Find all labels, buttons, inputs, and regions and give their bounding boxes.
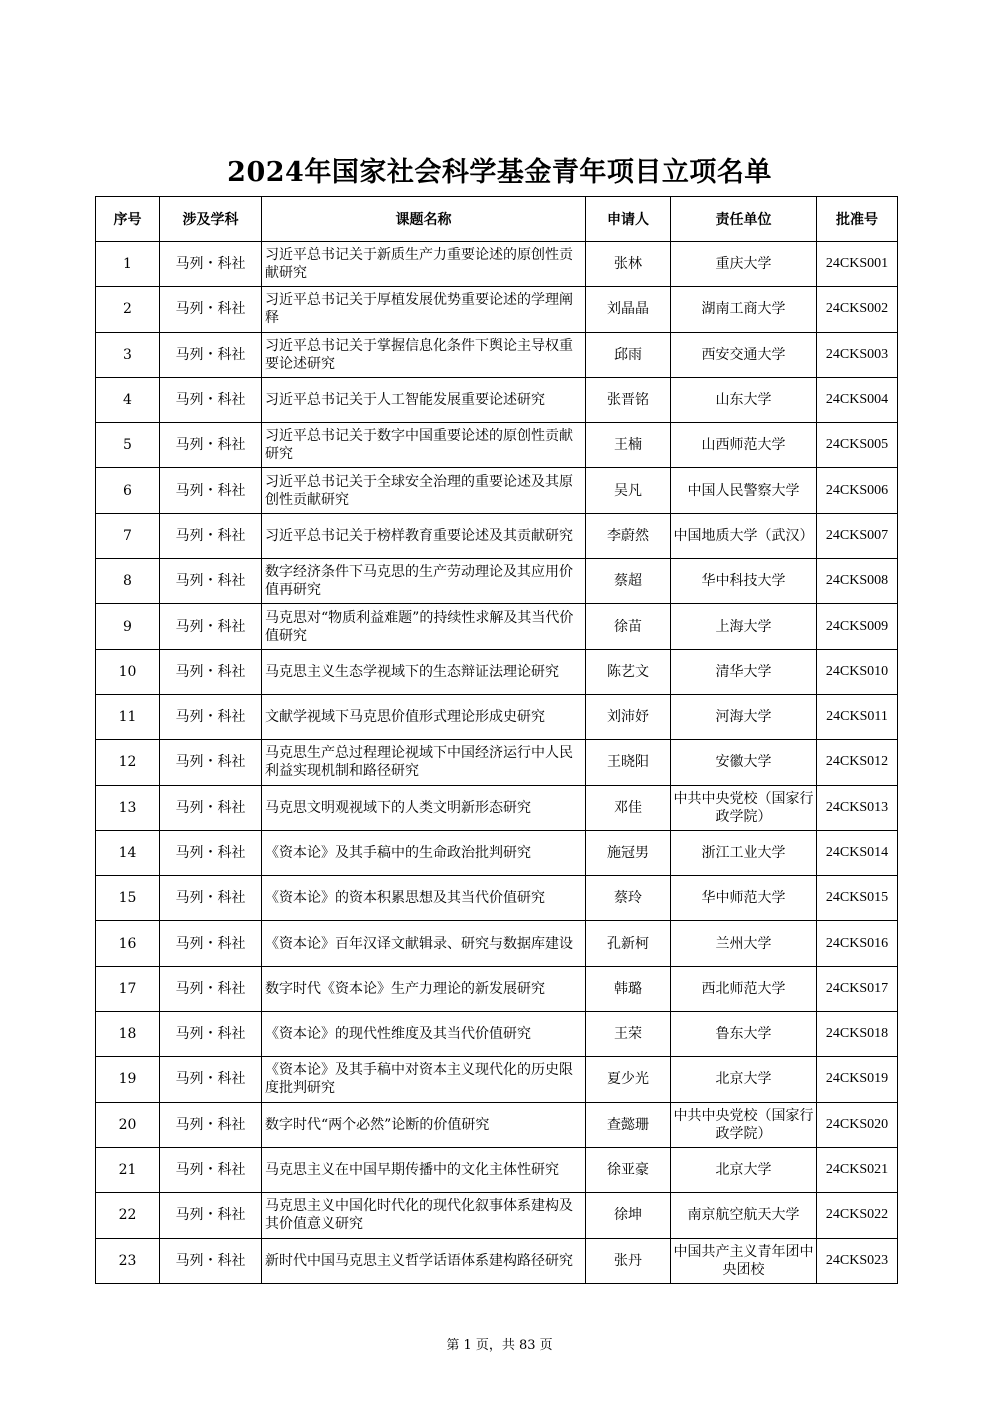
table-row: [96, 966, 898, 1011]
cell-topic: 习近平总书记关于人工智能发展重要论述研究: [262, 377, 586, 422]
cell-code: 24CKS016: [817, 921, 898, 966]
cell-unit: 山东大学: [671, 377, 817, 422]
cell-applicant: 刘晶晶: [586, 287, 671, 332]
cell-unit: 西北师范大学: [671, 966, 817, 1011]
cell-subject: 马列・科社: [160, 1057, 262, 1102]
table-row: [96, 830, 898, 875]
cell-unit: 中国共产主义青年团中央团校: [671, 1238, 817, 1283]
table-row: [96, 694, 898, 739]
cell-no: 12: [96, 740, 160, 785]
table-row: [96, 604, 898, 649]
cell-code: 24CKS023: [817, 1238, 898, 1283]
table-row: [96, 559, 898, 604]
column-header-no: 序号: [96, 197, 160, 242]
cell-unit: 鲁东大学: [671, 1012, 817, 1057]
table-row: [96, 332, 898, 377]
cell-applicant: 徐坤: [586, 1193, 671, 1238]
cell-code: 24CKS018: [817, 1012, 898, 1057]
cell-code: 24CKS004: [817, 377, 898, 422]
cell-no: 11: [96, 694, 160, 739]
page-title: 2024年国家社会科学基金青年项目立项名单: [227, 157, 772, 188]
cell-topic: 习近平总书记关于数字中国重要论述的原创性贡献研究: [262, 423, 586, 468]
table-row: [96, 1057, 898, 1102]
cell-no: 2: [96, 287, 160, 332]
cell-subject: 马列・科社: [160, 377, 262, 422]
cell-applicant: 韩璐: [586, 966, 671, 1011]
page-number: 第 1 页，共 83 页: [446, 1338, 553, 1353]
cell-subject: 马列・科社: [160, 830, 262, 875]
cell-no: 8: [96, 559, 160, 604]
table-row: [96, 785, 898, 830]
cell-code: 24CKS013: [817, 785, 898, 830]
cell-topic: 数字时代《资本论》生产力理论的新发展研究: [262, 966, 586, 1011]
table-row: [96, 513, 898, 558]
cell-code: 24CKS015: [817, 876, 898, 921]
cell-code: 24CKS006: [817, 468, 898, 513]
cell-applicant: 徐亚豪: [586, 1147, 671, 1192]
cell-code: 24CKS003: [817, 332, 898, 377]
cell-topic: 马克思文明观视域下的人类文明新形态研究: [262, 785, 586, 830]
cell-applicant: 陈艺文: [586, 649, 671, 694]
column-header-topic: 课题名称: [262, 197, 586, 242]
cell-unit: 华中科技大学: [671, 559, 817, 604]
cell-unit: 河海大学: [671, 694, 817, 739]
table-row: [96, 649, 898, 694]
cell-code: 24CKS019: [817, 1057, 898, 1102]
cell-unit: 西安交通大学: [671, 332, 817, 377]
cell-no: 14: [96, 830, 160, 875]
cell-code: 24CKS021: [817, 1147, 898, 1192]
cell-code: 24CKS005: [817, 423, 898, 468]
cell-unit: 中国地质大学（武汉）: [671, 513, 817, 558]
table-row: [96, 876, 898, 921]
cell-no: 3: [96, 332, 160, 377]
cell-applicant: 李蔚然: [586, 513, 671, 558]
cell-topic: 文献学视域下马克思价值形式理论形成史研究: [262, 694, 586, 739]
table-row: [96, 468, 898, 513]
cell-no: 16: [96, 921, 160, 966]
cell-topic: 《资本论》百年汉译文献辑录、研究与数据库建设: [262, 921, 586, 966]
project-list-table: [95, 196, 898, 1284]
cell-unit: 中国人民警察大学: [671, 468, 817, 513]
cell-topic: 《资本论》及其手稿中对资本主义现代化的历史限度批判研究: [262, 1057, 586, 1102]
cell-no: 10: [96, 649, 160, 694]
cell-code: 24CKS010: [817, 649, 898, 694]
table-body: [96, 242, 898, 1284]
cell-subject: 马列・科社: [160, 332, 262, 377]
cell-applicant: 查懿珊: [586, 1102, 671, 1147]
cell-topic: 马克思主义中国化时代化的现代化叙事体系建构及其价值意义研究: [262, 1193, 586, 1238]
cell-code: 24CKS001: [817, 242, 898, 287]
table-row: [96, 242, 898, 287]
cell-topic: 《资本论》的现代性维度及其当代价值研究: [262, 1012, 586, 1057]
cell-applicant: 孔新柯: [586, 921, 671, 966]
cell-topic: 习近平总书记关于厚植发展优势重要论述的学理阐释: [262, 287, 586, 332]
cell-no: 22: [96, 1193, 160, 1238]
cell-unit: 重庆大学: [671, 242, 817, 287]
cell-applicant: 徐苗: [586, 604, 671, 649]
cell-applicant: 王楠: [586, 423, 671, 468]
cell-topic: 习近平总书记关于全球安全治理的重要论述及其原创性贡献研究: [262, 468, 586, 513]
cell-applicant: 王荣: [586, 1012, 671, 1057]
cell-applicant: 邱雨: [586, 332, 671, 377]
cell-code: 24CKS002: [817, 287, 898, 332]
cell-applicant: 刘沛妤: [586, 694, 671, 739]
cell-subject: 马列・科社: [160, 513, 262, 558]
cell-code: 24CKS009: [817, 604, 898, 649]
cell-unit: 北京大学: [671, 1057, 817, 1102]
table-row: [96, 1193, 898, 1238]
cell-subject: 马列・科社: [160, 740, 262, 785]
table-row: [96, 1147, 898, 1192]
cell-no: 1: [96, 242, 160, 287]
cell-subject: 马列・科社: [160, 559, 262, 604]
cell-subject: 马列・科社: [160, 694, 262, 739]
cell-no: 21: [96, 1147, 160, 1192]
cell-unit: 中共中央党校（国家行政学院）: [671, 785, 817, 830]
cell-subject: 马列・科社: [160, 1012, 262, 1057]
cell-subject: 马列・科社: [160, 1238, 262, 1283]
cell-subject: 马列・科社: [160, 921, 262, 966]
cell-topic: 马克思主义生态学视域下的生态辩证法理论研究: [262, 649, 586, 694]
cell-topic: 《资本论》的资本积累思想及其当代价值研究: [262, 876, 586, 921]
cell-code: 24CKS014: [817, 830, 898, 875]
table-row: [96, 377, 898, 422]
cell-applicant: 张丹: [586, 1238, 671, 1283]
cell-no: 4: [96, 377, 160, 422]
cell-no: 20: [96, 1102, 160, 1147]
cell-code: 24CKS011: [817, 694, 898, 739]
cell-unit: 南京航空航天大学: [671, 1193, 817, 1238]
cell-no: 19: [96, 1057, 160, 1102]
cell-topic: 习近平总书记关于掌握信息化条件下舆论主导权重要论述研究: [262, 332, 586, 377]
cell-code: 24CKS012: [817, 740, 898, 785]
column-header-applicant: 申请人: [586, 197, 671, 242]
cell-subject: 马列・科社: [160, 604, 262, 649]
cell-no: 13: [96, 785, 160, 830]
cell-unit: 兰州大学: [671, 921, 817, 966]
cell-applicant: 吴凡: [586, 468, 671, 513]
cell-unit: 清华大学: [671, 649, 817, 694]
cell-unit: 浙江工业大学: [671, 830, 817, 875]
cell-topic: 数字时代“两个必然”论断的价值研究: [262, 1102, 586, 1147]
cell-unit: 华中师范大学: [671, 876, 817, 921]
cell-applicant: 王晓阳: [586, 740, 671, 785]
cell-applicant: 张林: [586, 242, 671, 287]
cell-subject: 马列・科社: [160, 649, 262, 694]
cell-subject: 马列・科社: [160, 876, 262, 921]
cell-no: 15: [96, 876, 160, 921]
cell-no: 23: [96, 1238, 160, 1283]
column-header-code: 批准号: [817, 197, 898, 242]
cell-code: 24CKS022: [817, 1193, 898, 1238]
table-row: [96, 423, 898, 468]
cell-subject: 马列・科社: [160, 1102, 262, 1147]
cell-topic: 数字经济条件下马克思的生产劳动理论及其应用价值再研究: [262, 559, 586, 604]
cell-subject: 马列・科社: [160, 423, 262, 468]
table-row: [96, 287, 898, 332]
table-row: [96, 1102, 898, 1147]
cell-subject: 马列・科社: [160, 468, 262, 513]
table-row: [96, 1012, 898, 1057]
cell-code: 24CKS007: [817, 513, 898, 558]
cell-no: 9: [96, 604, 160, 649]
table-header-row: [96, 197, 898, 242]
cell-topic: 习近平总书记关于新质生产力重要论述的原创性贡献研究: [262, 242, 586, 287]
cell-topic: 马克思对“物质利益难题”的持续性求解及其当代价值研究: [262, 604, 586, 649]
cell-applicant: 夏少光: [586, 1057, 671, 1102]
column-header-subject: 涉及学科: [160, 197, 262, 242]
cell-code: 24CKS020: [817, 1102, 898, 1147]
cell-code: 24CKS017: [817, 966, 898, 1011]
cell-subject: 马列・科社: [160, 966, 262, 1011]
cell-unit: 上海大学: [671, 604, 817, 649]
cell-applicant: 蔡玲: [586, 876, 671, 921]
cell-applicant: 蔡超: [586, 559, 671, 604]
cell-unit: 山西师范大学: [671, 423, 817, 468]
column-header-unit: 责任单位: [671, 197, 817, 242]
cell-no: 18: [96, 1012, 160, 1057]
cell-topic: 习近平总书记关于榜样教育重要论述及其贡献研究: [262, 513, 586, 558]
cell-unit: 湖南工商大学: [671, 287, 817, 332]
cell-applicant: 邓佳: [586, 785, 671, 830]
cell-code: 24CKS008: [817, 559, 898, 604]
cell-applicant: 施冠男: [586, 830, 671, 875]
cell-subject: 马列・科社: [160, 785, 262, 830]
cell-unit: 北京大学: [671, 1147, 817, 1192]
cell-topic: 《资本论》及其手稿中的生命政治批判研究: [262, 830, 586, 875]
cell-no: 6: [96, 468, 160, 513]
cell-unit: 中共中央党校（国家行政学院）: [671, 1102, 817, 1147]
table-row: [96, 921, 898, 966]
table-row: [96, 1238, 898, 1283]
cell-no: 7: [96, 513, 160, 558]
cell-subject: 马列・科社: [160, 287, 262, 332]
cell-subject: 马列・科社: [160, 1193, 262, 1238]
cell-no: 5: [96, 423, 160, 468]
cell-topic: 马克思主义在中国早期传播中的文化主体性研究: [262, 1147, 586, 1192]
cell-unit: 安徽大学: [671, 740, 817, 785]
cell-topic: 马克思生产总过程理论视域下中国经济运行中人民利益实现机制和路径研究: [262, 740, 586, 785]
cell-subject: 马列・科社: [160, 242, 262, 287]
table-row: [96, 740, 898, 785]
cell-applicant: 张晋铭: [586, 377, 671, 422]
cell-no: 17: [96, 966, 160, 1011]
cell-subject: 马列・科社: [160, 1147, 262, 1192]
cell-topic: 新时代中国马克思主义哲学话语体系建构路径研究: [262, 1238, 586, 1283]
